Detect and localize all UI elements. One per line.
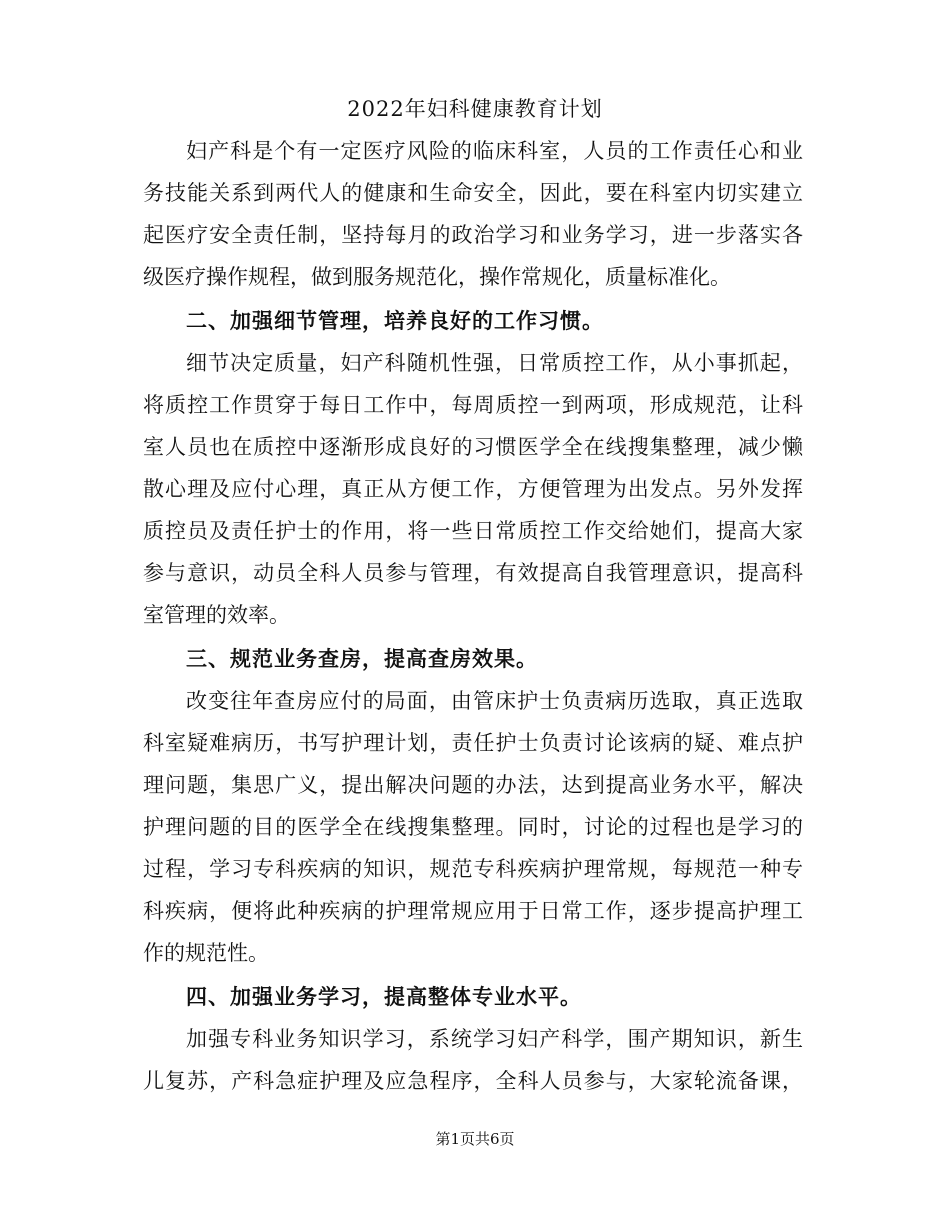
paragraph-line: 加强专科业务知识学习，系统学习妇产科学，围产期知识，新生 (186, 1027, 803, 1051)
paragraph-line: 质控员及责任护士的作用，将一些日常质控工作交给她们，提高大家 (143, 519, 803, 543)
paragraph-line: 科室疑难病历，书写护理计划，责任护士负责讨论该病的疑、难点护 (143, 731, 803, 755)
document-title: 2022年妇科健康教育计划 (347, 97, 603, 121)
paragraph-line: 级医疗操作规程，做到服务规范化，操作常规化，质量标准化。 (143, 265, 731, 289)
paragraph-line: 护理问题的目的医学全在线搜集整理。同时，讨论的过程也是学习的 (143, 815, 803, 839)
section-heading: 三、规范业务查房，提高查房效果。 (186, 646, 538, 671)
paragraph-line: 改变往年查房应付的局面，由管床护士负责病历选取，真正选取 (186, 689, 803, 713)
paragraph-line: 理问题，集思广义，提出解决问题的办法，达到提高业务水平，解决 (143, 773, 803, 797)
page-number-footer: 第1页共6页 (435, 1130, 515, 1148)
paragraph-line: 起医疗安全责任制，坚持每月的政治学习和业务学习，进一步落实各 (143, 223, 803, 247)
paragraph-line: 儿复苏，产科急症护理及应急程序，全科人员参与，大家轮流备课， (143, 1069, 803, 1093)
paragraph-line: 过程，学习专科疾病的知识，规范专科疾病护理常规，每规范一种专 (143, 857, 803, 881)
paragraph-line: 将质控工作贯穿于每日工作中，每周质控一到两项，形成规范，让科 (143, 393, 803, 417)
paragraph-line: 室人员也在质控中逐渐形成良好的习惯医学全在线搜集整理，减少懒 (143, 435, 803, 459)
section-heading: 二、加强细节管理，培养良好的工作习惯。 (186, 308, 604, 333)
paragraph-line: 妇产科是个有一定医疗风险的临床科室，人员的工作责任心和业 (186, 139, 803, 163)
paragraph-line: 细节决定质量，妇产科随机性强，日常质控工作，从小事抓起， (186, 351, 803, 375)
section-heading: 四、加强业务学习，提高整体专业水平。 (186, 984, 582, 1009)
paragraph-line: 作的规范性。 (143, 941, 269, 965)
paragraph-line: 参与意识，动员全科人员参与管理，有效提高自我管理意识，提高科 (143, 561, 803, 585)
paragraph-line: 室管理的效率。 (143, 603, 290, 627)
paragraph-line: 散心理及应付心理，真正从方便工作，方便管理为出发点。另外发挥 (143, 477, 803, 501)
paragraph-line: 务技能关系到两代人的健康和生命安全，因此，要在科室内切实建立 (143, 181, 803, 205)
paragraph-line: 科疾病，便将此种疾病的护理常规应用于日常工作，逐步提高护理工 (143, 899, 803, 923)
